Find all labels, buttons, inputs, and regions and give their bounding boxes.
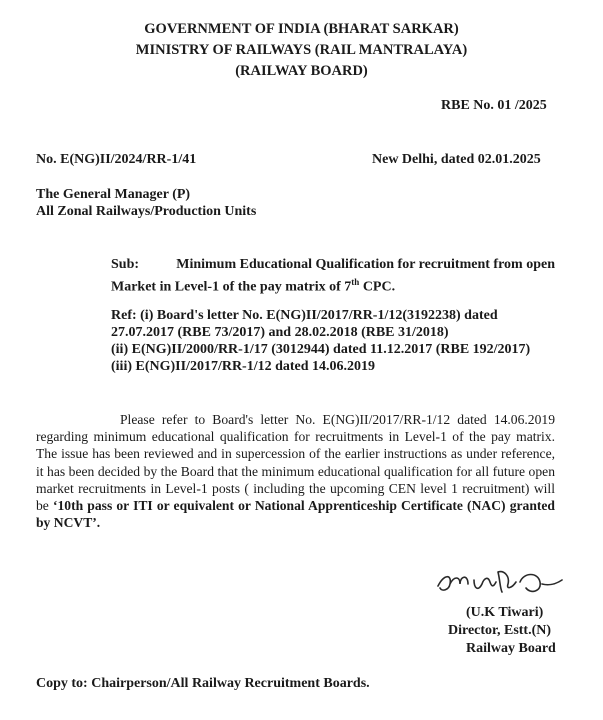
handwritten-signature — [434, 562, 574, 602]
reference-line-1: Ref: (i) Board's letter No. E(NG)II/2017/RR-1/12(3192238) dated — [111, 308, 498, 323]
body-bold-qualification: ‘10th pass or ITI or equivalent or National Apprenticeship Certificate (NAC) granted by NCVT’. — [36, 498, 555, 531]
header-government: GOVERNMENT OF INDIA (BHARAT SARKAR) — [144, 21, 459, 37]
reference-line-1-row — [111, 307, 555, 324]
subject-line-2-end: CPC. — [359, 279, 396, 295]
copy-to: Copy to: Chairperson/All Railway Recruitment Boards. — [36, 676, 370, 691]
body-paragraph — [36, 411, 555, 531]
subject-prefix: Sub: — [111, 257, 140, 272]
subject-block — [111, 256, 555, 296]
body-text: Please refer to Board's letter No. E(NG)II/2017/RR-1/12 dated 14.06.2019 regarding minimum educational qualification for recruitments in Level-1 of the pay matrix. The issue has been reviewed and in supercession of the earlier instructions as under reference, it has been decided by the Board that the minimum educational qualification for all future open market recruitments in Level-1 posts ( including the upcoming CEN level 1 recruitment) will be — [36, 412, 555, 514]
letter-number: No. E(NG)II/2024/RR-1/41 — [36, 152, 197, 167]
subject-line-1: Minimum Educational Qualification for recruitment from open — [176, 257, 555, 272]
signatory-designation: Director, Estt.(N) — [448, 623, 552, 638]
signatory-office: Railway Board — [466, 641, 556, 656]
place-date: New Delhi, dated 02.01.2025 — [372, 152, 541, 167]
signatory-name: (U.K Tiwari) — [466, 605, 544, 620]
addressee-line-1: The General Manager (P) — [36, 187, 191, 202]
subject-superscript: th — [351, 277, 360, 287]
header-ministry: MINISTRY OF RAILWAYS (RAIL MANTRALAYA) — [135, 42, 468, 58]
reference-line-4: (iii) E(NG)II/2017/RR-1/12 dated 14.06.2019 — [111, 359, 376, 374]
subject-line-2: Market in Level-1 of the pay matrix of 7 — [111, 279, 352, 295]
header-railway-board: (RAILWAY BOARD) — [235, 63, 368, 79]
reference-block — [111, 307, 555, 375]
reference-line-3: (ii) E(NG)II/2000/RR-1/17 (3012944) dated 11.12.2017 (RBE 192/2017) — [111, 342, 531, 357]
addressee-line-2: All Zonal Railways/Production Units — [36, 204, 257, 219]
reference-line-2: 27.07.2017 (RBE 73/2017) and 28.02.2018 (RBE 31/2018) — [111, 325, 449, 340]
rbe-number: RBE No. 01 /2025 — [441, 98, 547, 113]
